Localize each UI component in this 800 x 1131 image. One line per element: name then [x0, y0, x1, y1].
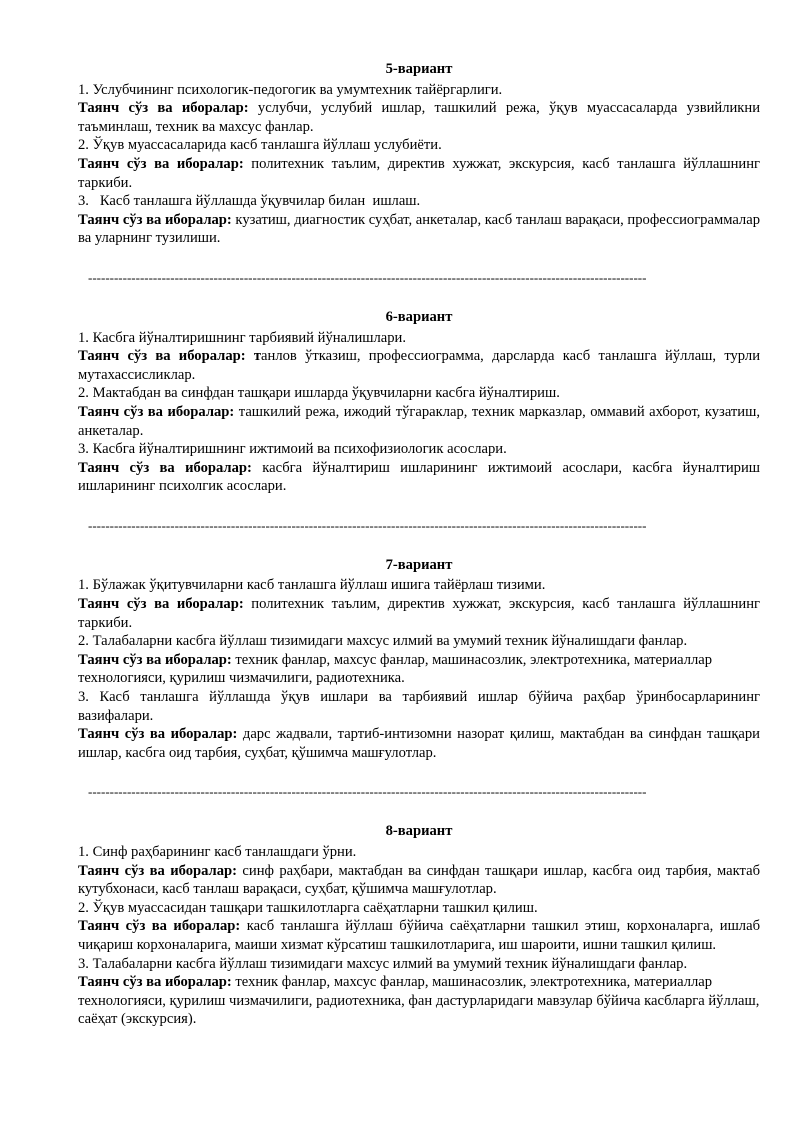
variant-6: [78, 308, 760, 496]
keywords-label: Таянч сўз ва иборалар:: [78, 651, 232, 668]
question-2: 2. Ўқув муассасидан ташқари ташкилотларга саёҳатларни ташкил қилиш.: [78, 899, 538, 916]
keywords-1: [78, 595, 760, 632]
variant-7: [78, 556, 760, 763]
section-separator: ---------------------------------------------------------------------------------------------------------------------------------: [88, 269, 647, 285]
keywords-label: Таянч сўз ва иборалар:: [78, 726, 238, 743]
section-separator: ---------------------------------------------------------------------------------------------------------------------------------: [88, 784, 647, 800]
keywords-2: [78, 917, 760, 954]
question-1: 1. Синф раҳбарининг касб танлашдаги ўрни.: [78, 844, 357, 860]
question-3: 3. Касб танлашга йўллашда ўқув ишлари ва тарбиявий ишлар бўйича раҳбар ўринбосарларининг вазифалари.: [78, 689, 760, 724]
keywords-text: дарс жадвали, тартиб-интизомни назорат қилиш, мактабдан ва синфдан ташқари ишлар, касбга оид тарбия, суҳбат, қўшимча машғулотлар.: [78, 726, 760, 761]
keywords-label: Таянч сўз ва иборалар:: [78, 918, 241, 935]
keywords-2: [78, 155, 760, 192]
keywords-1: [78, 862, 760, 899]
keywords-label: Таянч сўз ва иборалар:: [78, 974, 232, 991]
keywords-2: [78, 403, 760, 440]
question-2: 2. Ўқув муассасаларида касб танлашга йўллаш услубиёти.: [78, 137, 442, 154]
question-2: 2. Мактабдан ва синфдан ташқари ишларда ўқувчиларни касбга йўналтириш.: [78, 385, 560, 402]
variant-title: 5-вариант: [385, 61, 453, 77]
variant-5: [78, 60, 760, 248]
keywords-label: Таянч сўз ва иборалар:: [78, 596, 244, 613]
question-3: 3. Касбга йўналтиришнинг ижтимоий ва психофизиологик асослари.: [78, 441, 507, 458]
keywords-text: политехник таълим, директив хужжат, экскурсия, касб танлашга йўллашнинг таркиби.: [78, 596, 760, 631]
variant-title: 7-вариант: [385, 556, 453, 573]
keywords-label: Таянч сўз ва иборалар: т: [78, 348, 262, 365]
keywords-label: Таянч сўз ва иборалар:: [78, 211, 232, 228]
keywords-label: Таянч сўз ва иборалар:: [78, 155, 244, 172]
keywords-label: Таянч сўз ва иборалар:: [78, 403, 235, 420]
keywords-text: политехник таълим, директив хужжат, экскурсия, касб танлашга йўллашнинг таркиби.: [78, 155, 760, 191]
keywords-3: [78, 459, 760, 496]
keywords-text: услубчи, услубий ишлар, ташкилий режа, ўқув муассасаларда узвийликни таъминлаш, техник ва махсус фанлар.: [78, 100, 761, 135]
keywords-2: [78, 651, 760, 688]
question-1: 1. Услубчининг психологик-педогогик ва умумтехник тайёргарлиги.: [78, 81, 503, 98]
question-1: 1. Касбга йўналтиришнинг тарбиявий йўналишлари.: [78, 329, 407, 346]
keywords-text: ташкилий режа, ижодий тўгараклар, техник марказлар, оммавий ахборот, кузатиш, анкеталар.: [78, 403, 760, 439]
question-1: 1. Бўлажак ўқитувчиларни касб танлашга йўллаш ишига тайёрлаш тизими.: [78, 577, 546, 594]
keywords-text: касбга йўналтириш ишларининг ижтимоий асослари, касбга йуналтириш ишларининг психолгик асослари.: [78, 459, 760, 495]
variant-title: 6-вариант: [385, 308, 453, 325]
keywords-1: [78, 347, 760, 384]
keywords-1: [78, 99, 760, 136]
keywords-text: анлов ўтказиш, профессиограмма, дарсларда касб танлашга йўллаш, турли мутахассисликлар.: [78, 348, 761, 383]
keywords-text: техник фанлар, махсус фанлар, машинасозлик, электротехника, материаллар технологияси, қурилиш чизмачилиги, радиотехника, фан дастурларидаги мавзулар бўйича касбларга йўллаш, саёҳат (экскурсия).: [78, 974, 760, 1028]
keywords-label: Таянч сўз ва иборалар:: [78, 862, 238, 879]
keywords-label: Таянч сўз ва иборалар:: [78, 100, 249, 117]
question-3: 3. Талабаларни касбга йўллаш тизимидаги махсус илмий ва умумий техник йўналишдаги фанлар.: [78, 955, 688, 972]
variant-title: 8-вариант: [385, 823, 453, 840]
keywords-text: касб танлашга йўллаш бўйича саёҳатларни ташкил этиш, корхоналарга, ишлаб чиқариш корхоналарига, маиши хизмат кўрсатиш ташкилотларига, иш шароити, ишни ташкил қилиш.: [78, 918, 760, 953]
keywords-text: синф раҳбари, мактабдан ва синфдан ташқари ишлар, касбга оид тарбия, мактаб кутубхонаси, касб танлаш варақаси, суҳбат, қўшимча машғулотлар.: [78, 862, 761, 898]
keywords-3: [78, 725, 760, 762]
question-2: 2. Талабаларни касбга йўллаш тизимидаги махсус илмий ва умумий техник йўналишдаги фанлар.: [78, 633, 688, 650]
variant-8: [78, 822, 760, 1029]
keywords-3: [78, 973, 760, 1029]
section-separator: ---------------------------------------------------------------------------------------------------------------------------------: [88, 517, 647, 533]
keywords-3: [78, 211, 760, 248]
question-3: 3. Касб танлашга йўллашда ўқувчилар билан ишлаш.: [78, 193, 421, 210]
keywords-text: кузатиш, диагностик суҳбат, анкеталар, касб танлаш варақаси, профессиограммалар ва уларнинг тузилиши.: [78, 211, 760, 247]
keywords-text: техник фанлар, махсус фанлар, машинасозлик, электротехника, материаллар технологияси, қурилиш чизмачилиги, радиотехника.: [78, 651, 713, 687]
keywords-label: Таянч сўз ва иборалар:: [78, 459, 252, 476]
